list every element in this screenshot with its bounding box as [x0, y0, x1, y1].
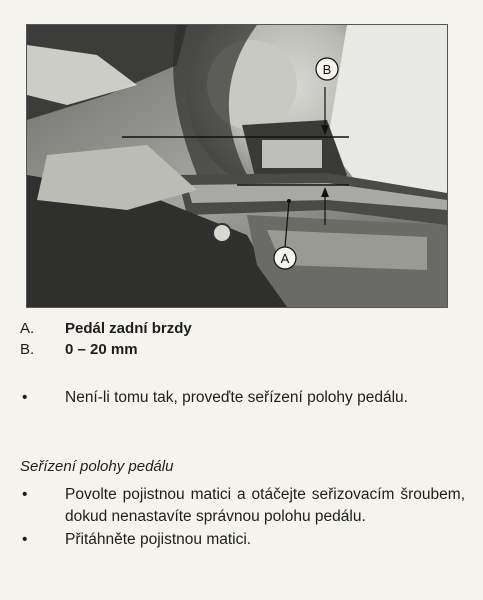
legend-text: Pedál zadní brzdy: [65, 320, 192, 337]
bullet: •: [22, 531, 28, 548]
note-list: [20, 387, 465, 410]
note-text: Není-li tomu tak, proveďte seřízení polohy pedálu.: [65, 389, 408, 406]
legend-item-a: [20, 318, 192, 339]
callout-a-label: A: [280, 251, 290, 266]
legend-item-b: [20, 339, 192, 360]
step-item: [20, 484, 465, 528]
step-text: Přitáhněte pojistnou matici.: [65, 531, 252, 548]
legend-text: 0 – 20 mm: [65, 341, 138, 358]
step-text: Povolte pojistnou matici a otáčejte seřizovacím šroubem, dokud nenastavíte správnou polohu pedálu.: [65, 486, 465, 525]
step-list: [20, 484, 465, 552]
legend-key: B.: [20, 341, 35, 358]
brake-pedal-photo: [26, 24, 448, 308]
note-item: [20, 387, 465, 409]
legend-key: A.: [20, 320, 35, 337]
bullet: •: [22, 486, 28, 503]
bullet: •: [22, 389, 28, 406]
step-item: [20, 529, 465, 551]
section-heading: Seřízení polohy pedálu: [20, 458, 174, 475]
figure-legend: [20, 318, 192, 360]
callout-b-label: B: [322, 62, 332, 77]
